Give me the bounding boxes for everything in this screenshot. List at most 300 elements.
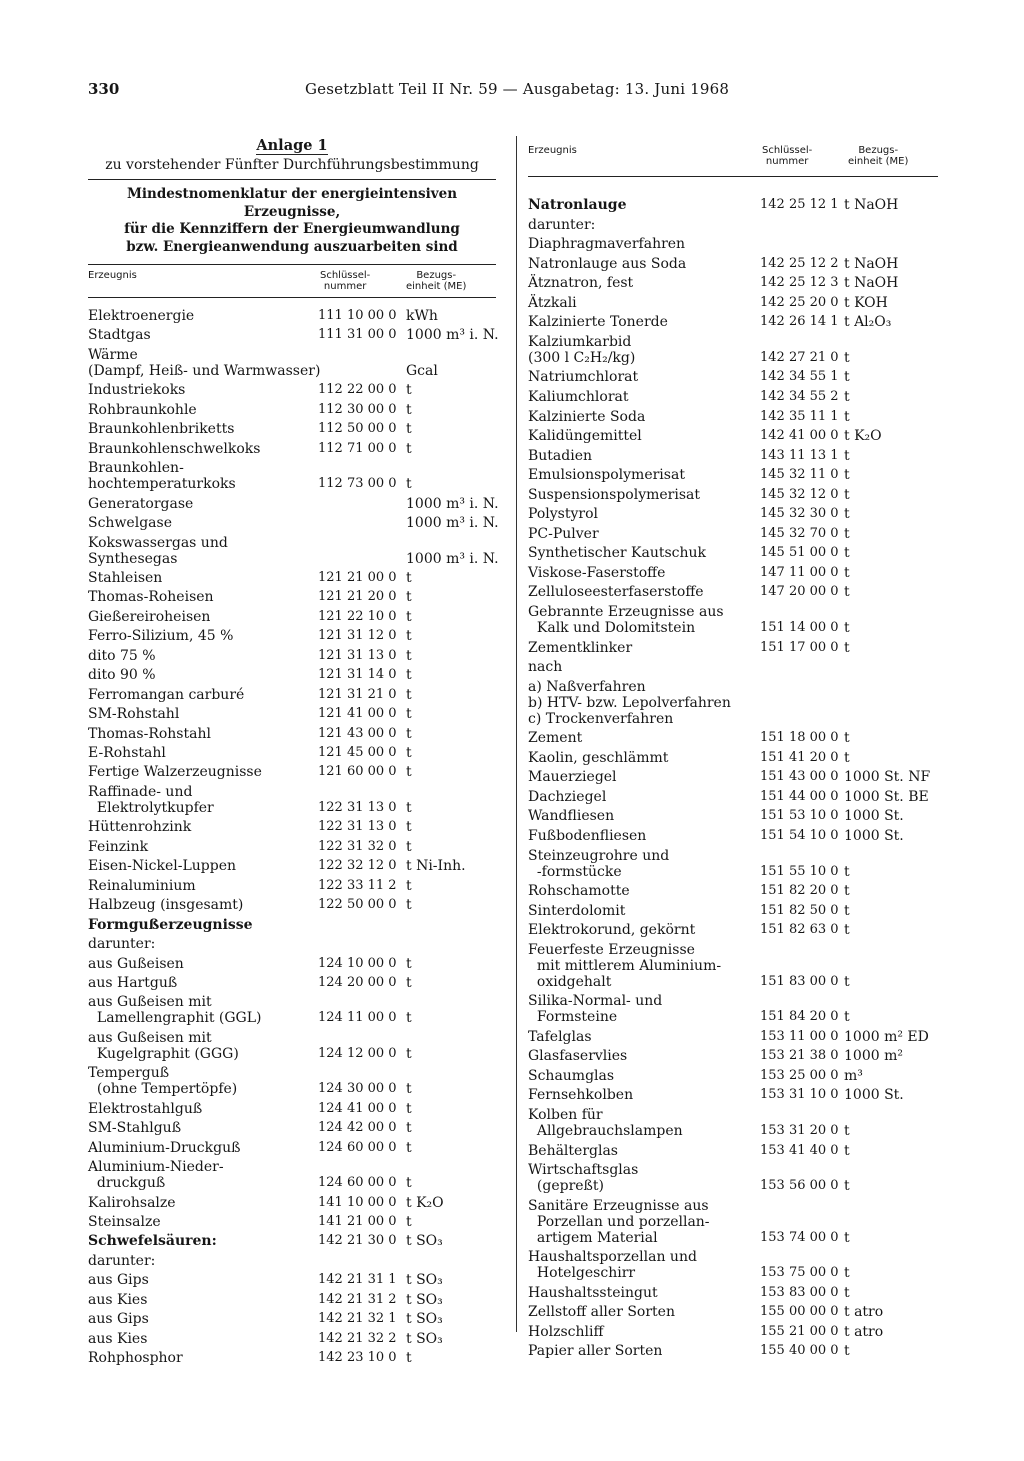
column-header-code: Schlüssel- nummer xyxy=(320,270,371,292)
reference-unit: t xyxy=(844,863,850,880)
rule xyxy=(88,179,496,180)
reference-unit: t xyxy=(844,486,850,503)
key-number: 143 11 13 1 xyxy=(760,447,839,463)
table-row xyxy=(88,1214,496,1230)
key-number: 153 56 00 0 xyxy=(760,1178,839,1194)
key-number: 142 25 12 1 xyxy=(760,197,839,212)
reference-unit: t xyxy=(844,545,850,562)
reference-unit: 1000 St. BE xyxy=(844,788,929,805)
table-row xyxy=(528,487,936,503)
product-name: aus Kies xyxy=(88,1330,148,1347)
product-name: Behälterglas xyxy=(528,1142,618,1159)
product-name: Braunkohlenschwelkoks xyxy=(88,440,261,457)
product-name: Raffinade- und Elektrolytkupfer xyxy=(88,783,214,816)
key-number: 147 20 00 0 xyxy=(760,584,839,600)
key-number: 155 00 00 0 xyxy=(760,1304,839,1320)
table-row xyxy=(88,382,496,398)
table-row xyxy=(528,1343,936,1359)
table-row xyxy=(528,256,936,272)
key-number: 151 54 10 0 xyxy=(760,827,839,843)
product-name: Fertige Walzerzeugnisse xyxy=(88,764,262,781)
column-header-product: Erzeugnis xyxy=(528,145,577,156)
table-row xyxy=(528,1198,936,1246)
key-number: 145 32 30 0 xyxy=(760,506,839,522)
reference-unit: t NaOH xyxy=(844,275,899,292)
key-number: 151 17 00 0 xyxy=(760,639,839,655)
reference-unit: t xyxy=(406,686,412,703)
product-name: Haushaltssteingut xyxy=(528,1284,658,1301)
table-row xyxy=(528,730,936,746)
product-name: dito 75 % xyxy=(88,647,156,664)
product-name: Generatorgase xyxy=(88,495,194,512)
reference-unit: kWh xyxy=(406,308,438,324)
table-row xyxy=(88,706,496,722)
key-number: 151 41 20 0 xyxy=(760,749,839,765)
product-name: Silika-Normal- und Formsteine xyxy=(528,993,663,1026)
key-number: 155 40 00 0 xyxy=(760,1343,839,1359)
reference-unit: t xyxy=(406,1045,412,1062)
reference-unit: t xyxy=(406,819,412,836)
reference-unit: t Al₂O₃ xyxy=(844,314,892,331)
table-row xyxy=(88,1120,496,1136)
reference-unit: t xyxy=(406,725,412,742)
table-row xyxy=(88,1233,496,1249)
product-name: E-Rohstahl xyxy=(88,745,166,761)
product-name: Zellstoff aller Sorten xyxy=(528,1304,675,1321)
reference-unit: t SO₃ xyxy=(406,1291,443,1308)
key-number: 122 32 12 0 xyxy=(318,858,397,874)
table-row xyxy=(528,1162,936,1194)
running-head: Gesetzblatt Teil II Nr. 59 — Ausgabetag: 13. Juni 1968 xyxy=(305,80,730,98)
table-row xyxy=(528,334,936,366)
reference-unit: t xyxy=(406,706,412,723)
heading-line: für die Kennziffern der Energieumwandlung xyxy=(124,221,460,237)
table-row xyxy=(88,609,496,625)
product-name: darunter: xyxy=(528,216,596,233)
nomenclature-heading xyxy=(88,186,496,256)
table-row xyxy=(88,1030,496,1062)
table-row xyxy=(528,275,936,291)
key-number: 142 26 14 1 xyxy=(760,314,839,330)
table-row xyxy=(528,1107,936,1139)
product-name: Holzschliff xyxy=(528,1323,604,1340)
table-row xyxy=(88,1065,496,1097)
key-number: 142 21 32 1 xyxy=(318,1311,397,1327)
table-row xyxy=(88,687,496,703)
reference-unit: t xyxy=(406,476,412,493)
key-number: 151 82 63 0 xyxy=(760,922,839,938)
reference-unit: t xyxy=(406,799,412,816)
product-name: Rohbraunkohle xyxy=(88,401,197,418)
table-row xyxy=(88,745,496,761)
key-number: 153 83 00 0 xyxy=(760,1284,839,1300)
table-row xyxy=(528,428,936,444)
table-row xyxy=(88,402,496,418)
table-row xyxy=(528,295,936,311)
product-name: aus Gips xyxy=(88,1272,149,1289)
product-name: Sinterdolomit xyxy=(528,902,626,919)
key-number: 151 53 10 0 xyxy=(760,808,839,824)
reference-unit: 1000 St. xyxy=(844,1087,904,1104)
product-name: Aluminium-Nieder- druckguß xyxy=(88,1159,224,1192)
page-number: 330 xyxy=(88,80,120,98)
table-row xyxy=(88,784,496,816)
reference-unit: t xyxy=(406,1100,412,1117)
table-row xyxy=(88,994,496,1026)
table-row xyxy=(88,819,496,835)
key-number: 145 32 11 0 xyxy=(760,467,839,483)
product-name: PC-Pulver xyxy=(528,525,599,542)
product-name: Gießereiroheisen xyxy=(88,608,211,625)
reference-unit: t xyxy=(844,730,850,747)
product-name: Zelluloseesterfaserstoffe xyxy=(528,584,704,601)
reference-unit: t xyxy=(406,1350,412,1367)
table-row xyxy=(88,975,496,991)
product-name: Synthetischer Kautschuk xyxy=(528,545,707,562)
table-row xyxy=(88,327,499,344)
left-column xyxy=(88,137,499,1367)
heading-line: Mindestnomenklatur der energieintensiven Erzeugnisse, xyxy=(126,186,458,220)
reference-unit: t xyxy=(406,1081,412,1098)
product-name: Braunkohlen- hochtemperaturkoks xyxy=(88,460,236,493)
reference-unit: t xyxy=(844,584,850,601)
product-name: Gebrannte Erzeugnisse aus Kalk und Dolomitstein xyxy=(528,604,724,636)
key-number: 151 83 00 0 xyxy=(760,973,839,989)
table-row xyxy=(528,526,936,542)
reference-unit: t xyxy=(406,745,412,761)
product-name: dito 90 % xyxy=(88,667,156,684)
table-row xyxy=(528,506,936,522)
table-row xyxy=(528,903,936,919)
product-name: aus Gußeisen xyxy=(88,955,184,972)
right-column xyxy=(528,140,938,1360)
reference-unit: t xyxy=(844,922,850,939)
product-name: Diaphragmaverfahren xyxy=(528,236,686,253)
reference-unit: t xyxy=(406,1214,412,1230)
product-name: Aluminium-Druckguß xyxy=(88,1139,241,1156)
key-number: 142 21 30 0 xyxy=(318,1233,397,1249)
key-number: 124 42 00 0 xyxy=(318,1120,397,1136)
reference-unit: 1000 m³ i. N. xyxy=(406,515,499,532)
key-number: 153 31 20 0 xyxy=(760,1123,839,1138)
table-row xyxy=(528,659,936,675)
table-row xyxy=(528,640,936,656)
key-number: 112 71 00 0 xyxy=(318,440,397,456)
table-row xyxy=(528,1324,936,1340)
reference-unit: t SO₃ xyxy=(406,1311,443,1328)
key-number: 141 10 00 0 xyxy=(318,1194,397,1210)
product-name: darunter: xyxy=(88,936,156,953)
reference-unit: t xyxy=(406,589,412,606)
key-number: 151 82 50 0 xyxy=(760,902,839,918)
table-row xyxy=(528,1087,936,1103)
reference-unit: t NaOH xyxy=(844,255,899,272)
product-name: Rohschamotte xyxy=(528,883,630,900)
table-row xyxy=(88,1140,496,1156)
table-row xyxy=(88,667,496,683)
table-row xyxy=(528,883,936,899)
product-name: Viskose-Faserstoffe xyxy=(528,564,666,581)
reference-unit: t Ni-Inh. xyxy=(406,858,466,875)
key-number: 122 50 00 0 xyxy=(318,897,397,913)
product-name: Zementklinker xyxy=(528,639,633,656)
key-number: 111 31 00 0 xyxy=(318,327,397,343)
reference-unit: t xyxy=(406,1139,412,1156)
reference-unit: t xyxy=(406,877,412,894)
reference-unit: t K₂O xyxy=(406,1194,444,1211)
table-row xyxy=(88,1159,496,1191)
product-name: Feinzink xyxy=(88,838,149,855)
key-number: 155 21 00 0 xyxy=(760,1323,839,1339)
product-name: Kalidüngemittel xyxy=(528,428,642,445)
product-name: Wärme (Dampf, Heiß- und Warmwasser) xyxy=(88,346,321,379)
key-number: 124 11 00 0 xyxy=(318,1010,397,1026)
key-number: 142 21 32 2 xyxy=(318,1330,397,1346)
reference-unit: t xyxy=(844,620,850,636)
key-number: 121 45 00 0 xyxy=(318,745,397,760)
table-row xyxy=(88,421,496,437)
table-row xyxy=(88,858,496,874)
heading-line: bzw. Energieanwendung auszuarbeiten sind xyxy=(126,238,458,255)
reference-unit: t xyxy=(406,1175,412,1192)
product-name: Kaliumchlorat xyxy=(528,388,629,405)
table-row xyxy=(88,308,496,324)
table-row xyxy=(528,217,936,233)
column-header-unit: Bezugs- einheit (ME) xyxy=(406,270,467,292)
product-name: SM-Stahlguß xyxy=(88,1120,182,1137)
table-row xyxy=(88,936,496,952)
reference-unit: m³ xyxy=(844,1067,863,1084)
rule xyxy=(528,176,938,177)
key-number: 121 31 12 0 xyxy=(318,628,397,644)
key-number: 151 18 00 0 xyxy=(760,730,839,746)
key-number: 142 34 55 2 xyxy=(760,388,839,404)
product-name: Tafelglas xyxy=(528,1028,592,1045)
product-name: Mauerziegel xyxy=(528,769,617,786)
table-row xyxy=(528,236,936,252)
key-number: 122 31 13 0 xyxy=(318,819,397,835)
key-number: 121 60 00 0 xyxy=(318,764,397,780)
reference-unit: t xyxy=(844,973,850,990)
reference-unit: t xyxy=(844,1142,850,1159)
product-name: Formgußerzeugnisse xyxy=(88,916,253,933)
key-number: 151 44 00 0 xyxy=(760,788,839,804)
reference-unit: t xyxy=(406,897,412,914)
reference-unit: t xyxy=(844,349,850,366)
key-number: 147 11 00 0 xyxy=(760,564,839,580)
reference-unit: t xyxy=(406,1010,412,1027)
table-row xyxy=(528,679,936,727)
key-number: 142 25 20 0 xyxy=(760,294,839,310)
key-number: 121 43 00 0 xyxy=(318,725,397,741)
table-row xyxy=(528,1029,936,1045)
reference-unit: t atro xyxy=(844,1323,884,1340)
table-row xyxy=(88,441,496,457)
table-row xyxy=(88,1272,496,1288)
product-name: Kokswassergas und Synthesegas xyxy=(88,534,228,567)
key-number: 142 25 12 2 xyxy=(760,255,839,271)
table-row xyxy=(528,409,936,425)
product-name: Elektroenergie xyxy=(88,308,195,324)
key-number: 121 21 20 0 xyxy=(318,589,397,605)
reference-unit: t xyxy=(844,1229,850,1246)
key-number: 122 31 32 0 xyxy=(318,838,397,854)
product-name: Polystyrol xyxy=(528,506,598,523)
table-row xyxy=(528,1068,936,1084)
key-number: 151 84 20 0 xyxy=(760,1009,839,1025)
reference-unit: t xyxy=(844,639,850,656)
product-name: Kalziumkarbid (300 l C₂H₂/kg) xyxy=(528,333,636,366)
table-row xyxy=(528,1249,936,1281)
key-number: 142 23 10 0 xyxy=(318,1350,397,1366)
key-number: 151 55 10 0 xyxy=(760,863,839,879)
reference-unit: t SO₃ xyxy=(406,1272,443,1289)
table-row xyxy=(88,839,496,855)
table-row xyxy=(528,1048,936,1064)
table-row xyxy=(88,648,496,664)
reference-unit: t xyxy=(406,421,412,438)
table-row xyxy=(528,769,936,785)
table-row xyxy=(528,545,936,561)
reference-unit: 1000 St. xyxy=(844,827,904,844)
reference-unit: t xyxy=(844,506,850,523)
product-name: Kalirohsalze xyxy=(88,1194,176,1211)
key-number: 153 41 40 0 xyxy=(760,1142,839,1158)
product-name: Natronlauge aus Soda xyxy=(528,255,687,272)
key-number: 121 21 00 0 xyxy=(318,569,397,585)
product-name: Ätzkali xyxy=(528,294,577,311)
reference-unit: t K₂O xyxy=(844,428,882,445)
table-row xyxy=(88,764,496,780)
key-number: 142 35 11 1 xyxy=(760,408,839,424)
table-row xyxy=(528,1304,936,1320)
table-row xyxy=(528,789,936,805)
reference-unit: t xyxy=(406,382,412,399)
reference-unit: t xyxy=(406,569,412,586)
table-row xyxy=(88,628,496,644)
table-row xyxy=(88,917,496,933)
reference-unit: 1000 m³ i. N. xyxy=(406,495,499,512)
reference-unit: t xyxy=(406,667,412,684)
table-row xyxy=(528,448,936,464)
reference-unit: t xyxy=(406,1120,412,1137)
product-name: Papier aller Sorten xyxy=(528,1343,663,1360)
reference-unit: t xyxy=(844,447,850,464)
table-row xyxy=(528,369,936,385)
reference-unit: t xyxy=(844,369,850,386)
table-row xyxy=(88,1350,496,1366)
table-row xyxy=(88,726,496,742)
product-name: Thomas-Roheisen xyxy=(88,589,214,606)
product-name: Zement xyxy=(528,730,583,747)
table-row xyxy=(88,956,496,972)
product-name: Ätznatron, fest xyxy=(528,275,634,292)
product-name: Haushaltsporzellan und Hotelgeschirr xyxy=(528,1249,697,1282)
table-row xyxy=(528,828,936,844)
key-number: 121 31 14 0 xyxy=(318,667,397,683)
table-row xyxy=(528,848,936,880)
table-row xyxy=(88,534,499,567)
reference-unit: t xyxy=(406,764,412,781)
table-row xyxy=(528,1285,936,1301)
product-name: Thomas-Rohstahl xyxy=(88,725,211,742)
reference-unit: t atro xyxy=(844,1304,884,1321)
reference-unit: t xyxy=(844,1123,850,1139)
key-number: 112 30 00 0 xyxy=(318,401,397,417)
reference-unit: t xyxy=(844,1284,850,1301)
product-name: Kaolin, geschlämmt xyxy=(528,749,669,766)
key-number: 112 22 00 0 xyxy=(318,382,397,398)
reference-unit: 1000 m³ i. N. xyxy=(406,327,499,344)
product-name: Temperguß (ohne Tempertöpfe) xyxy=(88,1065,238,1098)
product-name: Rohphosphor xyxy=(88,1350,183,1367)
product-name: Fernsehkolben xyxy=(528,1087,634,1104)
table-row xyxy=(88,1311,496,1327)
table-row xyxy=(528,942,936,990)
product-name: Kolben für Allgebrauchslampen xyxy=(528,1107,683,1139)
product-name: Stahleisen xyxy=(88,569,163,586)
product-name: Schwelgase xyxy=(88,515,172,532)
reference-unit: t xyxy=(844,467,850,484)
reference-unit: t NaOH xyxy=(844,197,899,213)
table-row xyxy=(528,750,936,766)
key-number: 153 11 00 0 xyxy=(760,1028,839,1044)
key-number: 142 21 31 1 xyxy=(318,1272,397,1288)
product-name: Halbzeug (insgesamt) xyxy=(88,897,244,914)
annex-subtitle: zu vorstehender Fünfter Durchführungsbestimmung xyxy=(105,157,479,173)
reference-unit: t xyxy=(844,408,850,425)
product-name: aus Gußeisen mit Kugelgraphit (GGG) xyxy=(88,1029,239,1062)
table-row xyxy=(88,515,499,532)
key-number: 153 75 00 0 xyxy=(760,1265,839,1281)
product-name: Natriumchlorat xyxy=(528,369,639,386)
key-number: 142 25 12 3 xyxy=(760,275,839,291)
reference-unit: 1000 m² ED xyxy=(844,1028,929,1045)
key-number: 121 22 10 0 xyxy=(318,608,397,624)
key-number: 121 31 21 0 xyxy=(318,686,397,702)
reference-unit: 1000 St. NF xyxy=(844,769,931,786)
table-row xyxy=(528,565,936,581)
reference-unit: 1000 m² xyxy=(844,1048,903,1065)
product-name: aus Kies xyxy=(88,1291,148,1308)
key-number: 151 82 20 0 xyxy=(760,883,839,899)
product-name: Kalzinierte Soda xyxy=(528,408,646,425)
key-number: 112 50 00 0 xyxy=(318,421,397,437)
reference-unit: t xyxy=(844,883,850,900)
reference-unit: 1000 m³ i. N. xyxy=(406,550,499,567)
table-row xyxy=(528,1143,936,1159)
key-number: 121 31 13 0 xyxy=(318,647,397,663)
table-row xyxy=(528,314,936,330)
key-number: 142 41 00 0 xyxy=(760,428,839,444)
key-number: 124 12 00 0 xyxy=(318,1045,397,1061)
reference-unit: t xyxy=(406,440,412,457)
product-name: Ferromangan carburé xyxy=(88,686,245,703)
key-number: 124 10 00 0 xyxy=(318,955,397,971)
product-name: Schwefelsäuren: xyxy=(88,1233,217,1250)
product-name: darunter: xyxy=(88,1252,156,1269)
reference-unit: t xyxy=(844,1178,850,1195)
table-row xyxy=(528,584,936,600)
reference-unit: t xyxy=(844,388,850,405)
table-row xyxy=(528,808,936,824)
column-divider xyxy=(516,136,517,1332)
table-row xyxy=(88,878,496,894)
reference-unit: t xyxy=(406,608,412,625)
product-name: Braunkohlenbriketts xyxy=(88,421,235,438)
key-number: 141 21 00 0 xyxy=(318,1214,397,1229)
product-name: Elektrostahlguß xyxy=(88,1100,203,1117)
